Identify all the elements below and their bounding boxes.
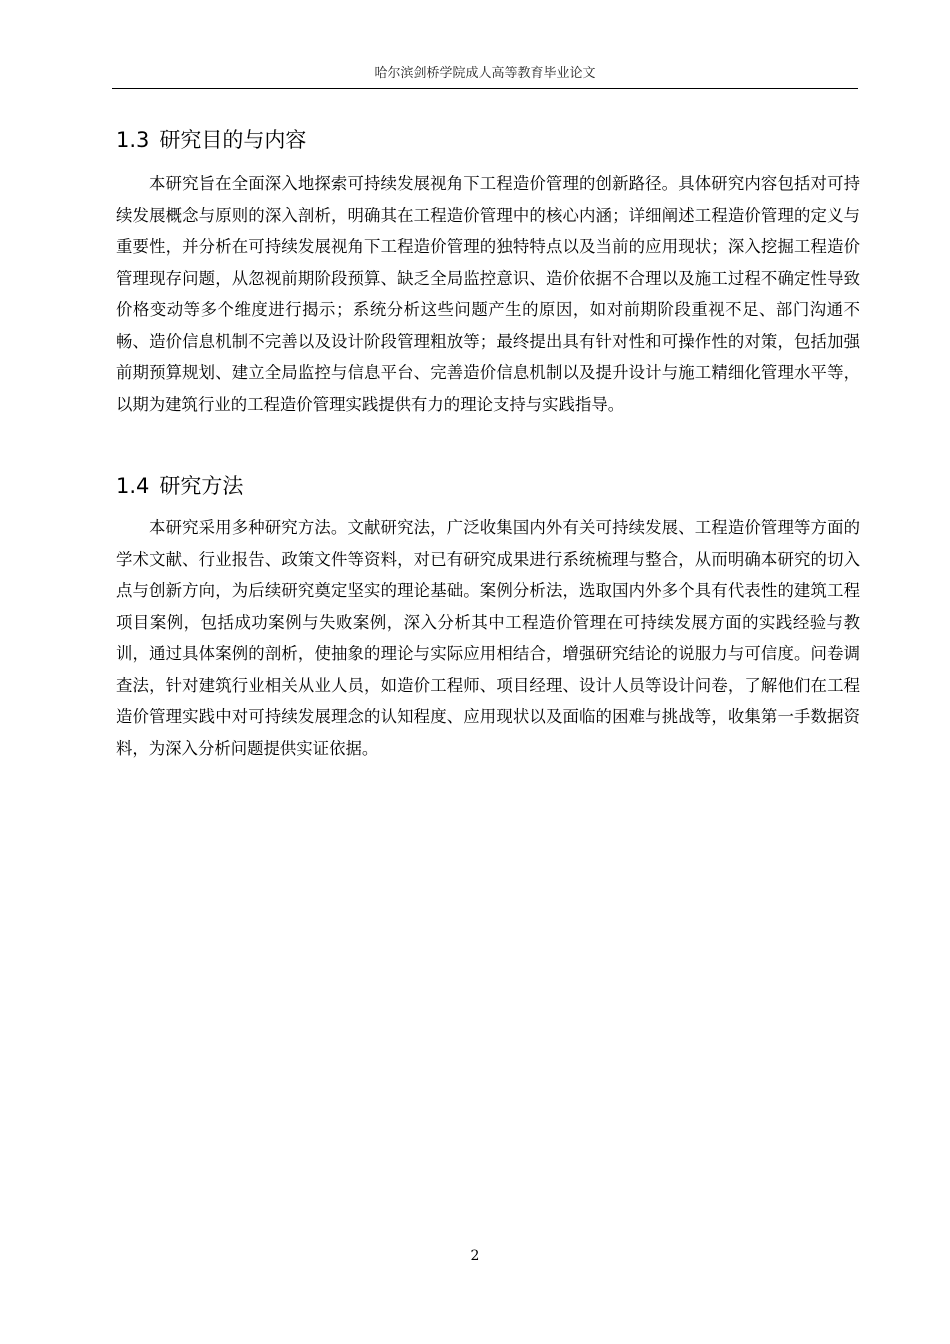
page-number: 2 (470, 1248, 480, 1264)
section-paragraph: 本研究旨在全面深入地探索可持续发展视角下工程造价管理的创新路径。具体研究内容包括对可持续发展概念与原则的深入剖析，明确其在工程造价管理中的核心内涵；详细阐述工程造价管理的定义与重要性，并分析在可持续发展视角下工程造价管理的独特特点以及当前的应用现状；深入挖掘工程造价管理现存问题，从忽视前期阶段预算、缺乏全局监控意识、造价依据不合理以及施工过程不确定性导致价格变动等多个维度进行揭示；系统分析这些问题产生的原因，如对前期阶段重视不足、部门沟通不畅、造价信息机制不完善以及设计阶段管理粗放等；最终提出具有针对性和可操作性的对策，包括加强前期预算规划、建立全局监控与信息平台、完善造价信息机制以及提升设计与施工精细化管理水平等，以期为建筑行业的工程造价管理实践提供有力的理论支持与实践指导。 (116, 174, 860, 414)
section-heading-1-4 (116, 472, 243, 500)
section-title: 研究目的与内容 (159, 128, 307, 152)
section-paragraph: 本研究采用多种研究方法。文献研究法，广泛收集国内外有关可持续发展、工程造价管理等方面的学术文献、行业报告、政策文件等资料，对已有研究成果进行系统梳理与整合，从而明确本研究的切入点与创新方向，为后续研究奠定坚实的理论基础。案例分析法，选取国内外多个具有代表性的建筑工程项目案例，包括成功案例与失败案例，深入分析其中工程造价管理在可持续发展方面的实践经验与教训，通过具体案例的剖析，使抽象的理论与实际应用相结合，增强研究结论的说服力与可信度。问卷调查法，针对建筑行业相关从业人员，如造价工程师、项目经理、设计人员等设计问卷，了解他们在工程造价管理实践中对可持续发展理念的认知程度、应用现状以及面临的困难与挑战等，收集第一手数据资料，为深入分析问题提供实证依据。 (116, 518, 860, 758)
section-number: 1.3 (116, 128, 150, 152)
page-header: 哈尔滨剑桥学院成人高等教育毕业论文 (112, 60, 858, 89)
section-title: 研究方法 (159, 474, 244, 498)
section-heading-1-3 (116, 126, 306, 154)
section-number: 1.4 (116, 474, 150, 498)
